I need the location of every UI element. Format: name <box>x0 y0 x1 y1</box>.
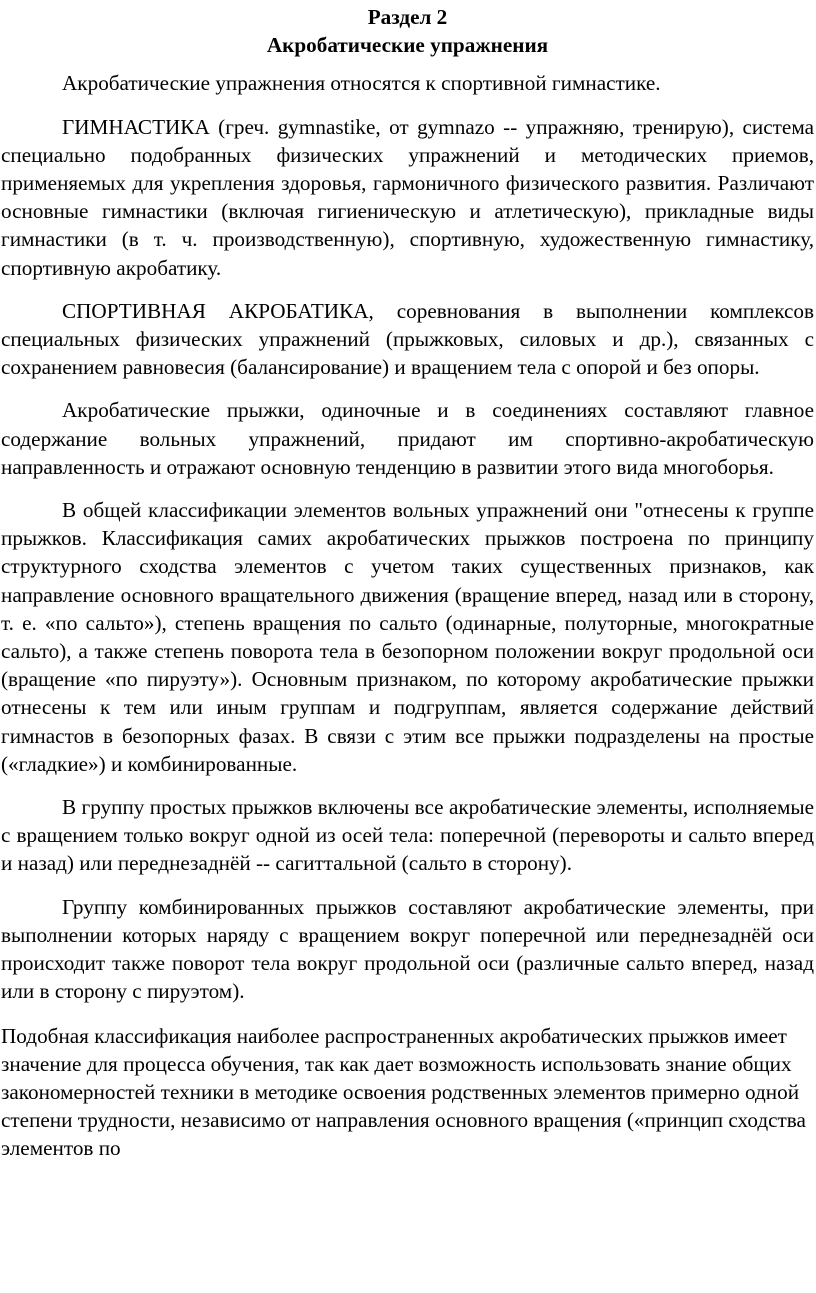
section-label: Раздел 2 <box>367 5 448 29</box>
paragraph-sport-acrobatics: СПОРТИВНАЯ АКРОБАТИКА, соревнования в выполнении комплексов специальных физических упражнений (прыжковых, силовых и др.), связанных с сохранением равновесия (балансирование) и вращением тела с опорой и без опоры. <box>1 298 814 380</box>
paragraph-gymnastics-definition: ГИМНАСТИКА (греч. gymnastike, от gymnazo -- упражняю, тренирую), система специально подобранных физических упражнений и методических приемов, применяемых для укрепления здоровья, гармоничного физического развития. Различают основные гимнастики (включая гигиеническую и атлетическую), прикладные виды гимнастики (в т. ч. производственную), спортивную, художественную гимнастику, спортивную акробатику. <box>1 114 814 280</box>
paragraph-classification: В общей классификации элементов вольных упражнений они "отнесены к группе прыжков. Классификация самих акробатических прыжков построена по принципу структурного сходства элементов с учетом таких существенных признаков, как направление основного вращательного движения (вращение вперед, назад или в сторону, т. е. «по сальто»), степень вращения по сальто (одинарные, полуторные, многократные сальто), а также степень поворота тела в безопорном положении вокруг продольной оси (вращение «по пируэту»). Основным признаком, по которому акробатические прыжки отнесены к тем или иным группам и подгруппам, является содержание действий гимнастов в безопорных фазах. В связи с этим все прыжки подразделены на простые («гладкие») и комбинированные. <box>1 498 814 776</box>
paragraph-intro: Акробатические упражнения относятся к спортивной гимнастике. <box>62 71 661 96</box>
paragraph-acrobatic-jumps: Акробатические прыжки, одиночные и в соединениях составляют главное содержание вольных упражнений, придают им спортивно-акробатическую направленность и отражают основную тенденцию в развитии этого вида многоборья. <box>1 398 814 479</box>
paragraph-simple-jumps: В группу простых прыжков включены все акробатические элементы, исполняемые с вращением только вокруг одной из осей тела: поперечной (перевороты и сальто вперед и назад) или переднезаднёй -- сагиттальной (сальто в сторону). <box>1 795 814 876</box>
paragraph-learning-significance: Подобная классификация наиболее распространенных акробатических прыжков имеет значение для процесса обучения, так как дает возможность использовать знание общих закономерностей техники в методике освоения родственных элементов примерно одной степени трудности, независимо от направления основного вращения («принцип сходства элементов по <box>1 1023 806 1160</box>
document-title: Акробатические упражнения <box>266 33 549 58</box>
paragraph-combined-jumps: Группу комбинированных прыжков составляют акробатические элементы, при выполнении которых наряду с вращением вокруг поперечной или переднезаднёй оси происходит также поворот тела вокруг продольной оси (различные сальто вперед, назад или в сторону с пируэтом). <box>1 894 814 1004</box>
